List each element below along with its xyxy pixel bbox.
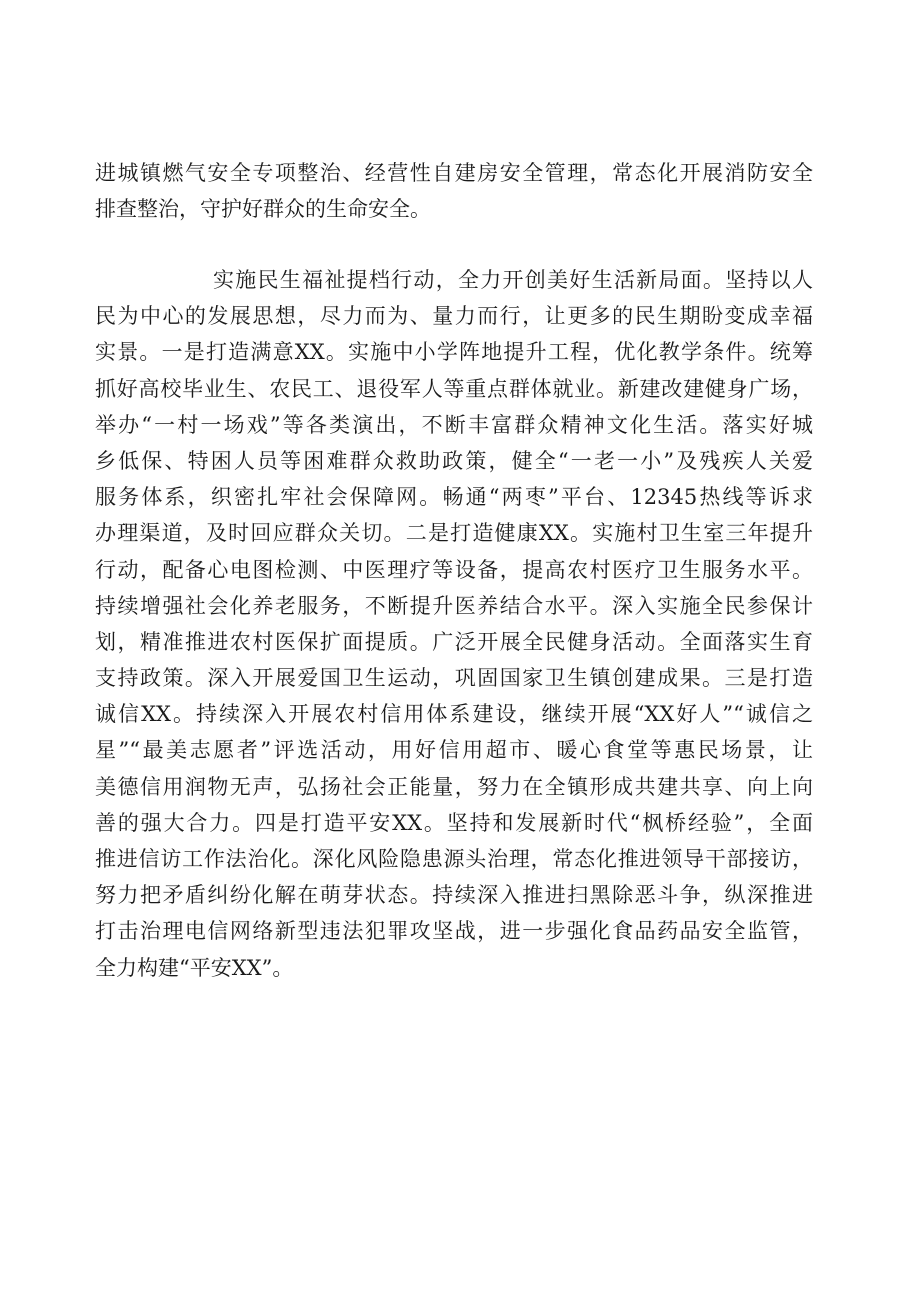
text-line: 举办“一村一场戏”等各类演出，不断丰富群众精神文化生活。落实好城 (95, 412, 813, 437)
text-line: 善的强大合力。四是打造平安XX。坚持和发展新时代“枫桥经验”，全面 (95, 810, 813, 835)
text-line: 抓好高校毕业生、农民工、退役军人等重点群体就业。新建改建健身广场， (95, 376, 813, 401)
text-line: 民为中心的发展思想，尽力而为、量力而行，让更多的民生期盼变成幸福 (95, 304, 813, 329)
text-line: 划，精准推进农村医保扩面提质。广泛开展全民健身活动。全面落实生育 (95, 629, 813, 654)
text-line: 全力构建“平安XX”。 (95, 955, 294, 980)
text-line: 努力把矛盾纠纷化解在萌芽状态。持续深入推进扫黑除恶斗争，纵深推进 (95, 883, 813, 908)
text-line: 实景。一是打造满意XX。实施中小学阵地提升工程，优化教学条件。统筹 (95, 340, 813, 365)
text-line: 服务体系，织密扎牢社会保障网。畅通“两枣”平台、12345热线等诉求 (95, 485, 813, 510)
text-line: 支持政策。深入开展爱国卫生运动，巩固国家卫生镇创建成果。三是打造 (95, 666, 813, 691)
paragraph-livelihood-action (95, 262, 813, 986)
text-line: 乡低保、特困人员等困难群众救助政策，健全“一老一小”及残疾人关爱 (95, 448, 813, 473)
text-line: 推进信访工作法治化。深化风险隐患源头治理，常态化推进领导干部接访， (95, 847, 813, 871)
text-line: 打击治理电信网络新型违法犯罪攻坚战，进一步强化食品药品安全监管， (95, 919, 813, 944)
text-line: 进城镇燃气安全专项整治、经营性自建房安全管理，常态化开展消防安全 (95, 161, 813, 185)
text-line: 持续增强社会化养老服务，不断提升医养结合水平。深入实施全民参保计 (95, 593, 813, 618)
text-line: 行动，配备心电图检测、中医理疗等设备，提高农村医疗卫生服务水平。 (95, 557, 813, 582)
text-line: 星”“最美志愿者”评选活动，用好信用超市、暖心食堂等惠民场景，让 (95, 738, 813, 763)
paragraph-safety-continuation (95, 155, 813, 227)
text-line: 诚信XX。持续深入开展农村信用体系建设，继续开展“XX好人”“诚信之 (95, 702, 813, 727)
text-line: 美德信用润物无声，弘扬社会正能量，努力在全镇形成共建共享、向上向 (95, 774, 813, 799)
text-line: 排查整治，守护好群众的生命安全。 (95, 197, 431, 222)
text-line: 实施民生福祉提档行动，全力开创美好生活新局面。坚持以人 (213, 268, 813, 292)
text-line: 办理渠道，及时回应群众关切。二是打造健康XX。实施村卫生室三年提升 (95, 521, 813, 546)
